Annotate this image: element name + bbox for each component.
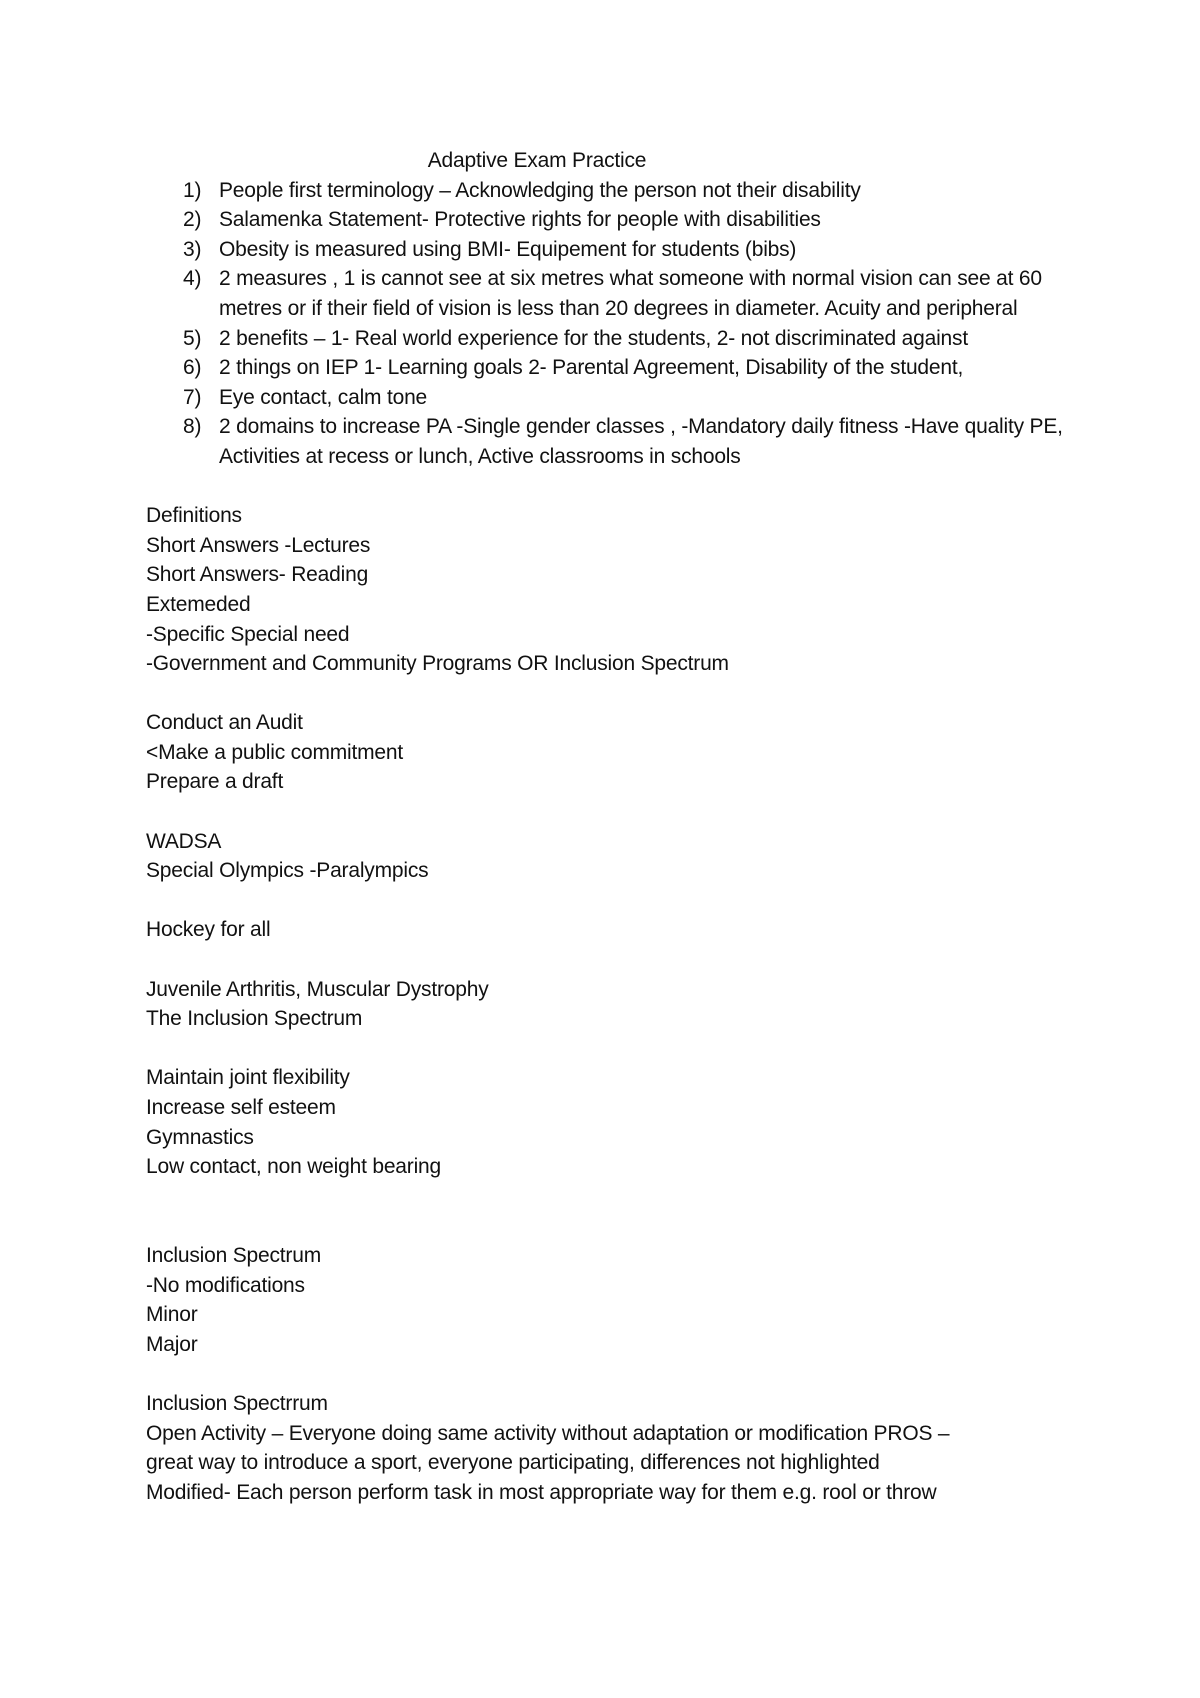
blank-line <box>146 1359 1066 1389</box>
question-number: 2) <box>183 208 202 232</box>
question-text: People first terminology – Acknowledging the person not their disability <box>219 178 861 202</box>
blank-line <box>146 472 1066 502</box>
text-line: Short Answers- Reading <box>146 563 369 587</box>
text-line: Open Activity – Everyone doing same activity without adaptation or modification PROS – <box>146 1421 950 1445</box>
question-text: 2 domains to increase PA -Single gender classes , -Mandatory daily fitness -Have quality PE, Activities at recess or lunch, Active classrooms in schools <box>219 415 1063 468</box>
text-line: Short Answers -Lectures <box>146 533 371 557</box>
question-text: Eye contact, calm tone <box>219 385 428 409</box>
question-item <box>146 205 1066 235</box>
question-number: 4) <box>183 267 202 291</box>
text-line: Modified- Each person perform task in most appropriate way for them e.g. rool or throw <box>146 1480 937 1504</box>
text-line: Special Olympics -Paralympics <box>146 859 429 883</box>
text-line: Major <box>146 1332 198 1356</box>
question-item <box>146 235 1066 265</box>
question-text: 2 benefits – 1- Real world experience for the students, 2- not discriminated against <box>219 326 968 350</box>
text-line: Definitions <box>146 504 242 528</box>
section-benefits <box>146 1063 1066 1181</box>
text-line: -Specific Special need <box>146 622 350 646</box>
blank-line <box>146 945 1066 975</box>
text-line: Inclusion Spectrrum <box>146 1391 328 1415</box>
text-line: Hockey for all <box>146 918 271 942</box>
question-item <box>146 412 1066 471</box>
blank-line <box>146 679 1066 709</box>
text-line: Prepare a draft <box>146 770 284 794</box>
section-inclusion-spectrum <box>146 1241 1066 1359</box>
text-line: Inclusion Spectrum <box>146 1243 321 1267</box>
blank-line <box>146 1211 1066 1241</box>
text-line: Gymnastics <box>146 1125 254 1149</box>
text-line: Maintain joint flexibility <box>146 1066 350 1090</box>
document-title: Adaptive Exam Practice <box>427 149 647 172</box>
question-text: Obesity is measured using BMI- Equipement for students (bibs) <box>219 237 797 261</box>
question-number: 1) <box>183 178 202 202</box>
blank-line <box>146 886 1066 916</box>
text-line: -No modifications <box>146 1273 305 1297</box>
question-text: 2 things on IEP 1- Learning goals 2- Parental Agreement, Disability of the student, <box>219 356 964 380</box>
question-number: 6) <box>183 356 202 380</box>
text-line: WADSA <box>146 829 222 853</box>
section-programs <box>146 915 1066 945</box>
text-line: Conduct an Audit <box>146 711 303 735</box>
text-line: -Government and Community Programs OR Inclusion Spectrum <box>146 652 729 676</box>
question-text: Salamenka Statement- Protective rights for people with disabilities <box>219 208 821 232</box>
question-item <box>146 176 1066 206</box>
text-line: Juvenile Arthritis, Muscular Dystrophy <box>146 977 489 1001</box>
question-text: 2 measures , 1 is cannot see at six metres what someone with normal vision can see at 60 metres or if their field of vision is less than 20 degrees in diameter. Acuity and peripheral <box>219 267 1042 320</box>
text-line: <Make a public commitment <box>146 740 404 764</box>
question-list <box>146 176 1066 472</box>
section-definitions <box>146 501 1066 679</box>
text-line: Low contact, non weight bearing <box>146 1155 441 1179</box>
question-number: 5) <box>183 326 202 350</box>
blank-line <box>146 1034 1066 1064</box>
document-body <box>146 146 1066 1507</box>
text-line: Minor <box>146 1303 198 1327</box>
question-item <box>146 353 1066 383</box>
section-audit <box>146 708 1066 797</box>
question-number: 7) <box>183 385 202 409</box>
text-line: Extemeded <box>146 592 251 616</box>
question-item <box>146 383 1066 413</box>
section-inclusion-spectrum-detail <box>146 1389 1066 1507</box>
question-number: 3) <box>183 237 202 261</box>
text-line: The Inclusion Spectrum <box>146 1007 363 1031</box>
question-item <box>146 264 1066 323</box>
question-item <box>146 324 1066 354</box>
blank-line <box>146 1182 1066 1212</box>
section-conditions <box>146 975 1066 1034</box>
question-number: 8) <box>183 415 202 439</box>
blank-line <box>146 797 1066 827</box>
section-organizations <box>146 827 1066 886</box>
text-line: Increase self esteem <box>146 1096 336 1119</box>
text-line: great way to introduce a sport, everyone participating, differences not highlighted <box>146 1451 880 1475</box>
